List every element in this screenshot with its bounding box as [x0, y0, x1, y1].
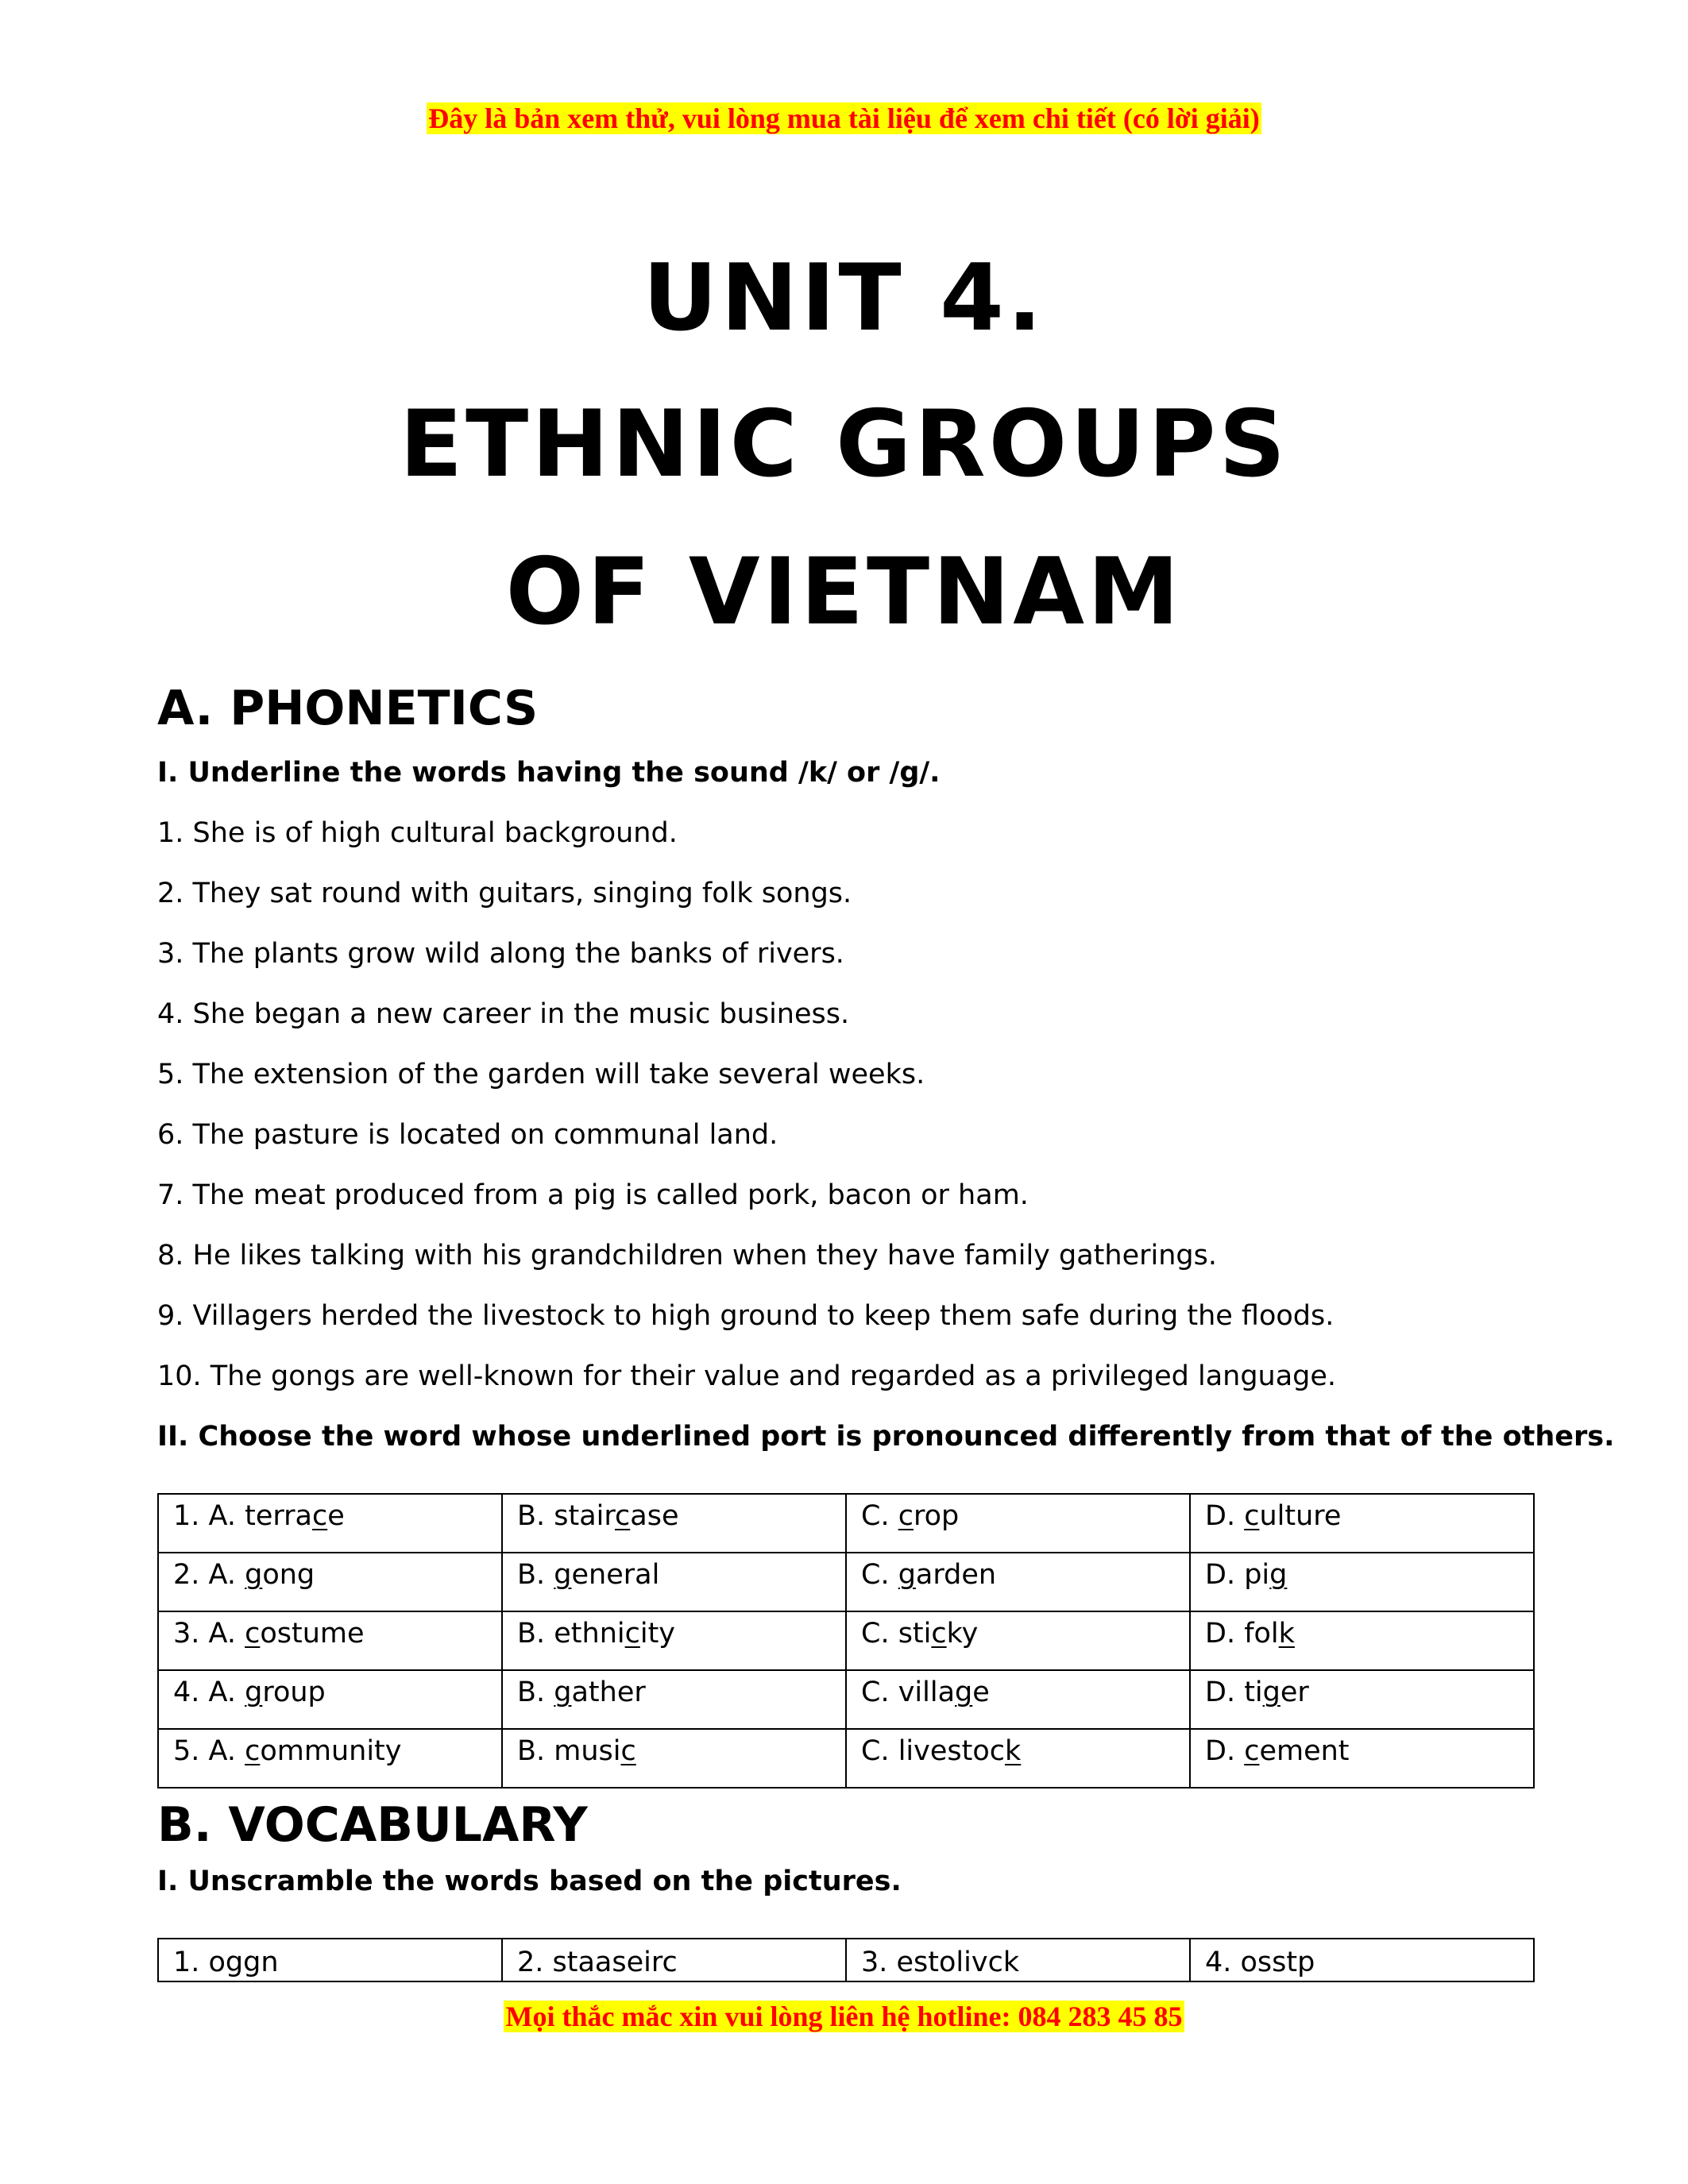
instruction-underline-sounds: I. Underline the words having the sound /k/ or /g/. [157, 757, 941, 789]
underlined-letter: c [624, 1618, 640, 1650]
table-row [158, 1670, 1534, 1729]
option-text: C. [861, 1500, 898, 1532]
underlined-letter: g [245, 1677, 263, 1708]
section-heading-phonetics: A. PHONETICS [157, 681, 539, 736]
preview-notice-text: Đây là bản xem thử, vui lòng mua tài liệu để xem chi tiết (có lời giải) [428, 102, 1260, 134]
option-text: B. ethni [517, 1618, 625, 1650]
title-line-2: ETHNIC GROUPS [399, 391, 1289, 498]
option-text: roup [262, 1677, 326, 1708]
choice-option [846, 1611, 1190, 1670]
option-text: B. [517, 1677, 554, 1708]
choice-option [158, 1670, 502, 1729]
table-row [158, 1729, 1534, 1788]
scrambled-word: 2. staaseirc [502, 1939, 846, 1981]
instruction-choose-different: II. Choose the word whose underlined port is pronounced differently from that of the others. [157, 1421, 1615, 1453]
underlined-letter: c [245, 1618, 261, 1650]
option-text: ather [571, 1677, 646, 1708]
sentence-item: 3. The plants grow wild along the banks of rivers. [157, 938, 844, 970]
choice-option [1190, 1611, 1534, 1670]
option-text: ulture [1259, 1500, 1342, 1532]
choice-option [502, 1553, 846, 1611]
option-text: er [1280, 1677, 1309, 1708]
choice-option [1190, 1553, 1534, 1611]
underlined-letter: k [1005, 1735, 1022, 1767]
option-text: 2. A. [173, 1559, 245, 1591]
underlined-letter: c [931, 1618, 947, 1650]
choice-option [502, 1670, 846, 1729]
underlined-letter: k [1278, 1618, 1295, 1650]
sentence-item: 4. She began a new career in the music business. [157, 998, 850, 1030]
sentence-item: 9. Villagers herded the livestock to high ground to keep them safe during the floods. [157, 1300, 1335, 1332]
table-row [158, 1611, 1534, 1670]
option-text: e [327, 1500, 345, 1532]
option-text: 3. A. [173, 1618, 245, 1650]
choice-option [158, 1494, 502, 1553]
option-text: ong [262, 1559, 315, 1591]
choice-option [846, 1729, 1190, 1788]
choice-option [846, 1494, 1190, 1553]
pronunciation-choice-table [157, 1493, 1535, 1788]
underlined-letter: c [898, 1500, 914, 1532]
sentence-item: 5. The extension of the garden will take several weeks. [157, 1059, 925, 1090]
title-line-3: OF VIETNAM [505, 538, 1183, 646]
choice-option [158, 1729, 502, 1788]
sentence-item: 8. He likes talking with his grandchildren when they have family gatherings. [157, 1240, 1217, 1271]
underlined-letter: c [311, 1500, 328, 1532]
table-row [158, 1494, 1534, 1553]
unscramble-words-table [157, 1938, 1535, 1982]
underlined-letter: c [245, 1735, 261, 1767]
preview-notice-banner [0, 102, 1688, 135]
option-text: ky [946, 1618, 979, 1650]
underlined-letter: g [955, 1677, 973, 1708]
sentence-item: 7. The meat produced from a pig is called pork, bacon or ham. [157, 1179, 1029, 1211]
underlined-letter: g [1269, 1559, 1288, 1591]
underlined-letter: c [620, 1735, 636, 1767]
title-line-1: UNIT 4. [643, 245, 1045, 352]
option-text: ommunity [260, 1735, 402, 1767]
option-text: 1. A. terra [173, 1500, 312, 1532]
option-text: C. [861, 1559, 898, 1591]
choice-option [846, 1670, 1190, 1729]
option-text: D. ti [1205, 1677, 1263, 1708]
choice-option [1190, 1494, 1534, 1553]
option-text: e [972, 1677, 990, 1708]
option-text: 5. A. [173, 1735, 245, 1767]
sentence-item: 6. The pasture is located on communal land. [157, 1119, 778, 1151]
underlined-letter: g [245, 1559, 263, 1591]
sentence-item: 1. She is of high cultural background. [157, 817, 678, 849]
choice-option [502, 1494, 846, 1553]
table-row [158, 1939, 1534, 1981]
option-text: D. fol [1205, 1618, 1279, 1650]
option-text: D. pi [1205, 1559, 1270, 1591]
option-text: rop [913, 1500, 960, 1532]
underlined-letter: c [615, 1500, 631, 1532]
option-text: 4. A. [173, 1677, 245, 1708]
underlined-letter: g [1262, 1677, 1280, 1708]
underlined-letter: g [554, 1559, 572, 1591]
option-text: arden [915, 1559, 997, 1591]
choice-option [502, 1611, 846, 1670]
underlined-letter: g [554, 1677, 572, 1708]
table-row [158, 1553, 1534, 1611]
hotline-banner [0, 2000, 1688, 2033]
option-text: ostume [260, 1618, 365, 1650]
option-text: ity [639, 1618, 676, 1650]
choice-option [502, 1729, 846, 1788]
choice-option [846, 1553, 1190, 1611]
scrambled-word: 1. oggn [158, 1939, 502, 1981]
option-text: D. [1205, 1500, 1245, 1532]
underlined-letter: g [898, 1559, 916, 1591]
scrambled-word: 4. osstp [1190, 1939, 1534, 1981]
option-text: C. sti [861, 1618, 932, 1650]
choice-option [1190, 1729, 1534, 1788]
choice-option [158, 1611, 502, 1670]
option-text: C. livestoc [861, 1735, 1005, 1767]
sentence-item: 10. The gongs are well-known for their value and regarded as a privileged language. [157, 1360, 1337, 1392]
option-text: B. [517, 1559, 554, 1591]
option-text: ase [630, 1500, 679, 1532]
choice-option [158, 1553, 502, 1611]
option-text: eneral [571, 1559, 660, 1591]
scrambled-word: 3. estolivck [846, 1939, 1190, 1981]
sentence-item: 2. They sat round with guitars, singing folk songs. [157, 878, 852, 909]
section-heading-vocabulary: B. VOCABULARY [157, 1797, 588, 1853]
hotline-text: Mọi thắc mắc xin vui lòng liên hệ hotline: 084 283 45 85 [505, 2001, 1183, 2032]
choice-option [1190, 1670, 1534, 1729]
option-text: D. [1205, 1735, 1245, 1767]
option-text: ement [1259, 1735, 1350, 1767]
underlined-letter: c [1244, 1500, 1260, 1532]
underlined-letter: c [1244, 1735, 1260, 1767]
option-text: B. musi [517, 1735, 621, 1767]
option-text: B. stair [517, 1500, 616, 1532]
instruction-unscramble: I. Unscramble the words based on the pictures. [157, 1866, 902, 1897]
option-text: C. villa [861, 1677, 956, 1708]
